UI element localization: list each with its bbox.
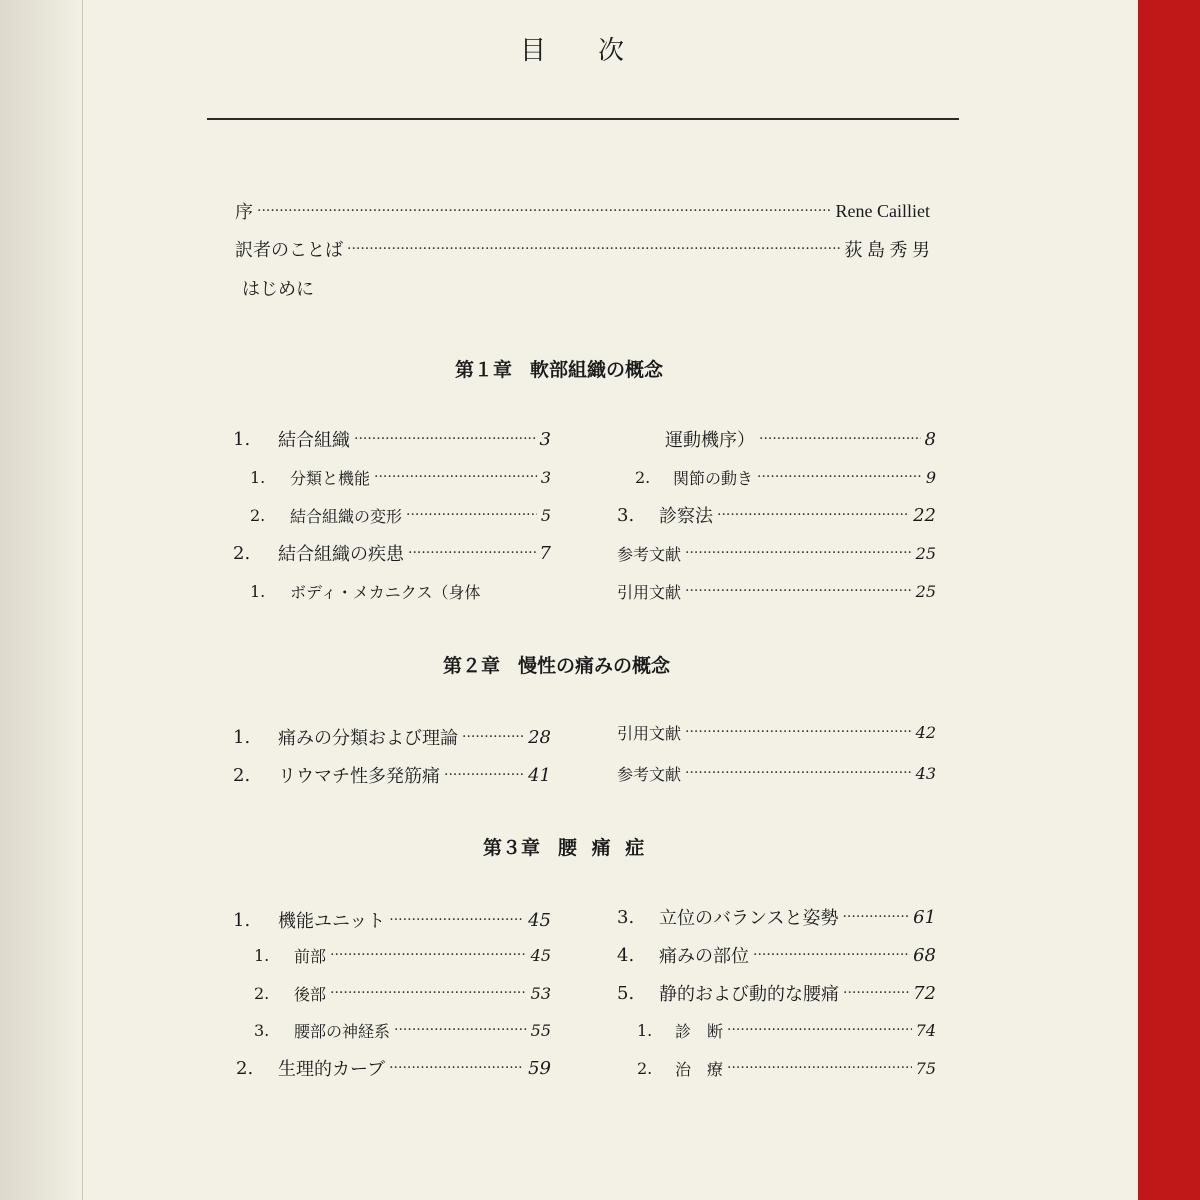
chapter-2-heading: 第２章 慢性の痛みの概念	[443, 655, 671, 677]
title-rule	[207, 118, 959, 120]
toc-entry-ch1-l0[interactable]: 1. 結合組織 ····· 3	[233, 424, 551, 454]
toc-entry-ch1-r1[interactable]: 2. 関節の動き ····· 9	[635, 462, 936, 492]
toc-entry-ch1-r2[interactable]: 3. 診察法 ····· 22	[617, 500, 936, 530]
toc-entry-ch2-l1[interactable]: 2. リウマチ性多発筋痛 ····· 41	[233, 760, 551, 790]
toc-entry-ch1-l4[interactable]: 1. ボディ・メカニクス（身体	[250, 581, 481, 602]
toc-entry-ch3-l3[interactable]: 3. 腰部の神経系 ····· 55	[254, 1015, 551, 1045]
toc-entry-ch1-r3[interactable]: 参考文献 ····· 25	[617, 538, 936, 568]
toc-entry-preface[interactable]: 序 ····· Rene Cailliet	[235, 196, 930, 226]
toc-entry-ch2-l0[interactable]: 1. 痛みの分類および理論 ····· 28	[233, 722, 551, 752]
toc-entry-ch1-l1[interactable]: 1. 分類と機能 ····· 3	[250, 462, 551, 492]
toc-entry-ch2-r0[interactable]: 引用文献 ····· 42	[617, 717, 936, 747]
toc-entry-ch3-l2[interactable]: 2. 後部 ····· 53	[254, 978, 551, 1008]
toc-entry-ch3-r2[interactable]: 5. 静的および動的な腰痛 ····· 72	[617, 978, 936, 1008]
toc-entry-ch1-l3[interactable]: 2. 結合組織の疾患 ····· 7	[233, 538, 551, 568]
toc-entry-ch3-r3[interactable]: 1. 診 断 ····· 74	[637, 1015, 936, 1045]
book-gutter	[0, 0, 83, 1200]
toc-entry-ch3-r4[interactable]: 2. 治 療 ····· 75	[637, 1053, 936, 1083]
toc-entry-ch1-r0[interactable]: 運動機序） ····· 8	[665, 424, 936, 454]
toc-entry-ch2-r1[interactable]: 参考文献 ····· 43	[617, 758, 936, 788]
chapter-3-heading: 第３章 腰 痛 症	[483, 837, 649, 859]
chapter-1-heading: 第１章 軟部組織の概念	[455, 359, 664, 381]
toc-entry-ch1-l2[interactable]: 2. 結合組織の変形 ····· 5	[250, 500, 551, 530]
toc-entry-ch3-l4[interactable]: 2. 生理的カーブ ····· 59	[236, 1053, 551, 1083]
toc-title-first-char: 目	[520, 36, 549, 66]
toc-entry-ch3-l0[interactable]: 1. 機能ユニット ····· 45	[233, 905, 551, 935]
toc-entry-translator-note[interactable]: 訳者のことば ····· 荻 島 秀 男	[235, 234, 930, 264]
toc-entry-ch1-r4[interactable]: 引用文献 ····· 25	[617, 576, 936, 606]
toc-entry-introduction[interactable]: はじめに	[242, 279, 314, 300]
toc-entry-ch3-r0[interactable]: 3. 立位のバランスと姿勢 ····· 61	[617, 902, 936, 932]
toc-entry-ch3-r1[interactable]: 4. 痛みの部位 ····· 68	[617, 940, 936, 970]
toc-entry-ch3-l1[interactable]: 1. 前部 ····· 45	[254, 940, 551, 970]
toc-title-second-char: 次	[598, 36, 627, 66]
